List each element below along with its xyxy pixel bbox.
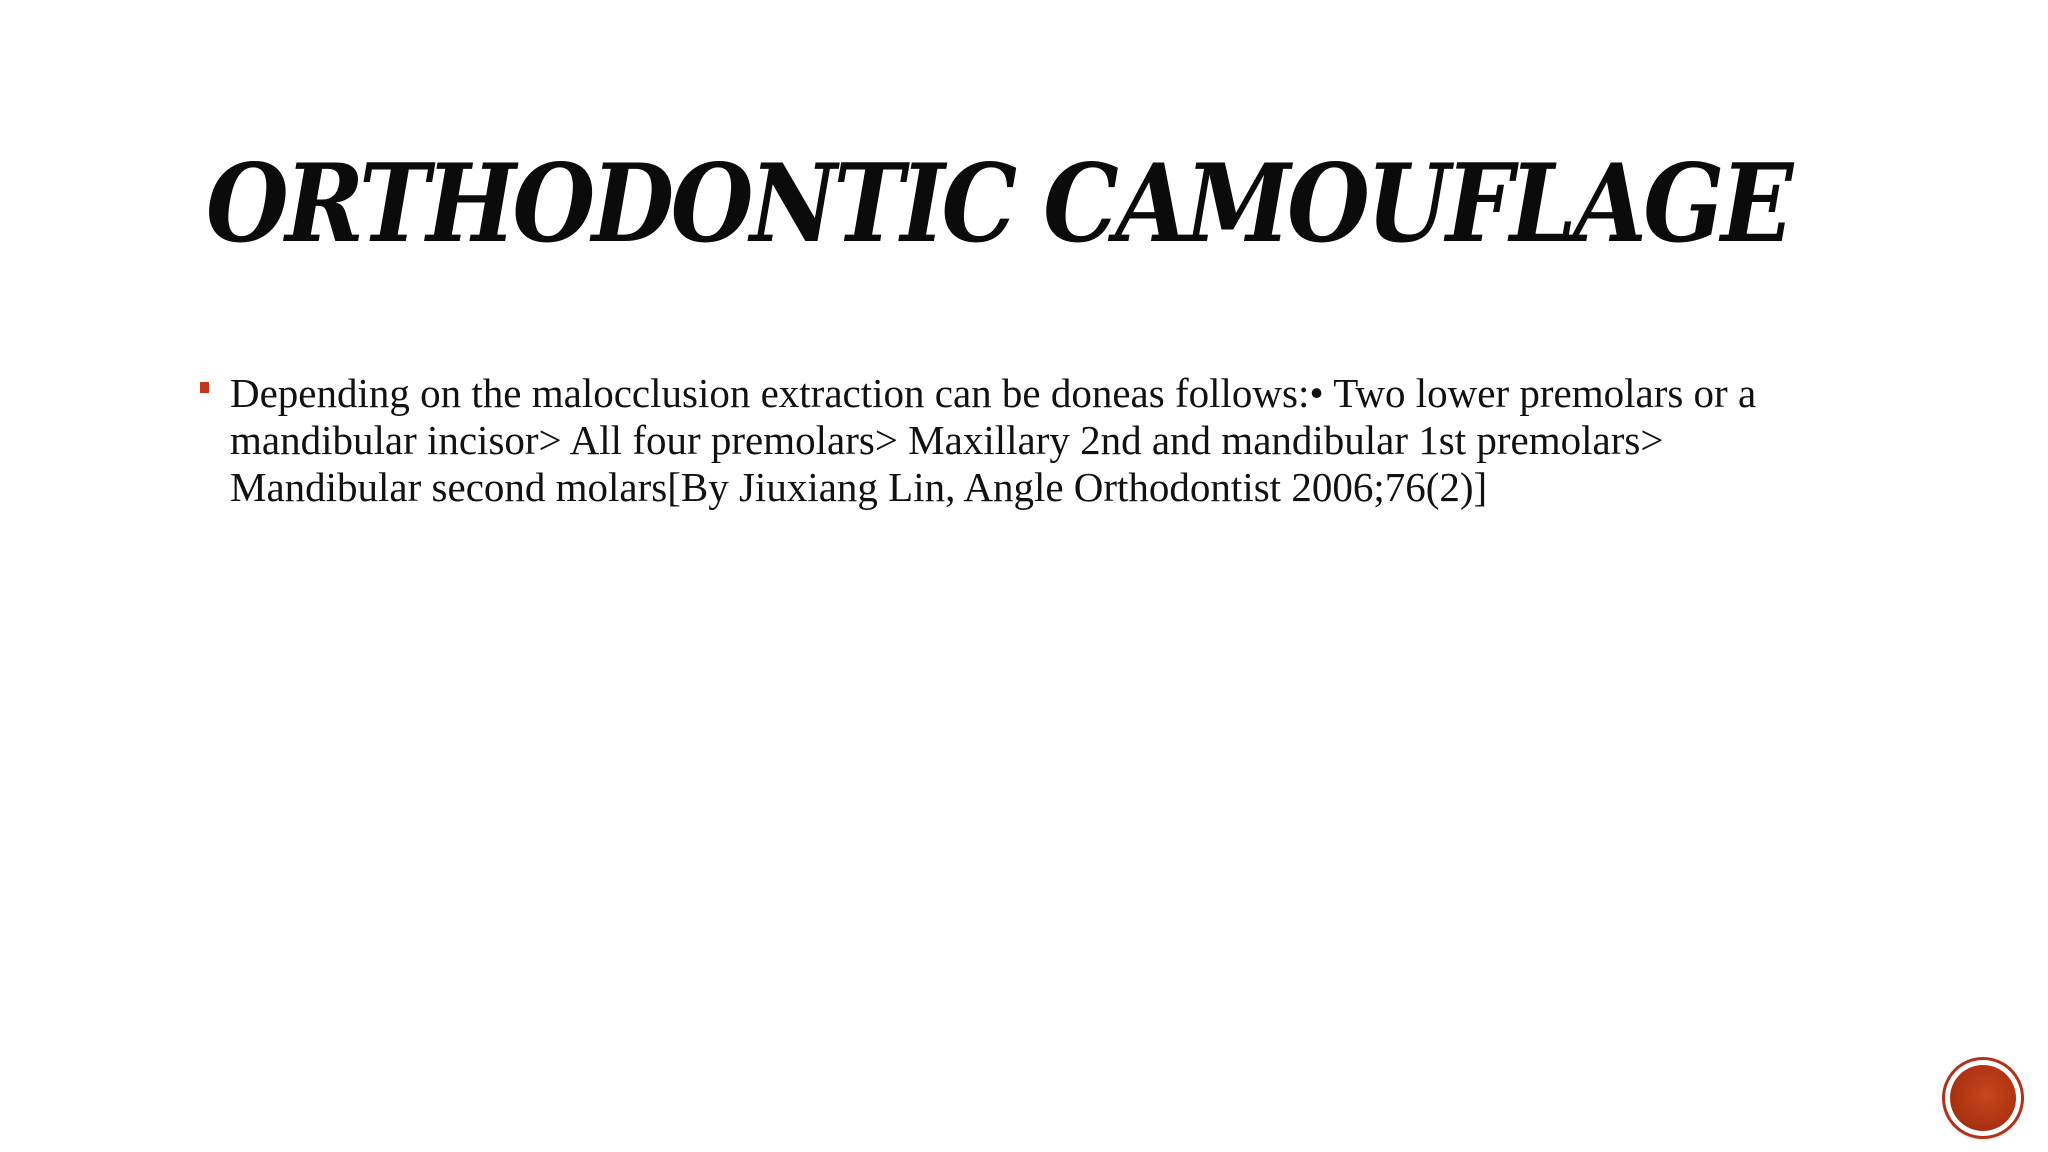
bullet-item [200,370,1800,511]
slide-content [200,370,1800,511]
bullet-text: Depending on the malocclusion extraction can be doneas follows:• Two lower premolars or a mandibular incisor> All four premolars> Maxillary 2nd and mandibular 1st premolars> Mandibular second molars[By Jiuxiang Lin, Angle Orthodontist 2006;76(2)] [230,370,1757,510]
circle-badge-icon [1945,1060,2021,1136]
badge-fill [1950,1065,2016,1131]
slide-title: ORTHODONTIC CAMOUFLAGE [206,141,1790,267]
square-bullet-icon [200,382,209,393]
